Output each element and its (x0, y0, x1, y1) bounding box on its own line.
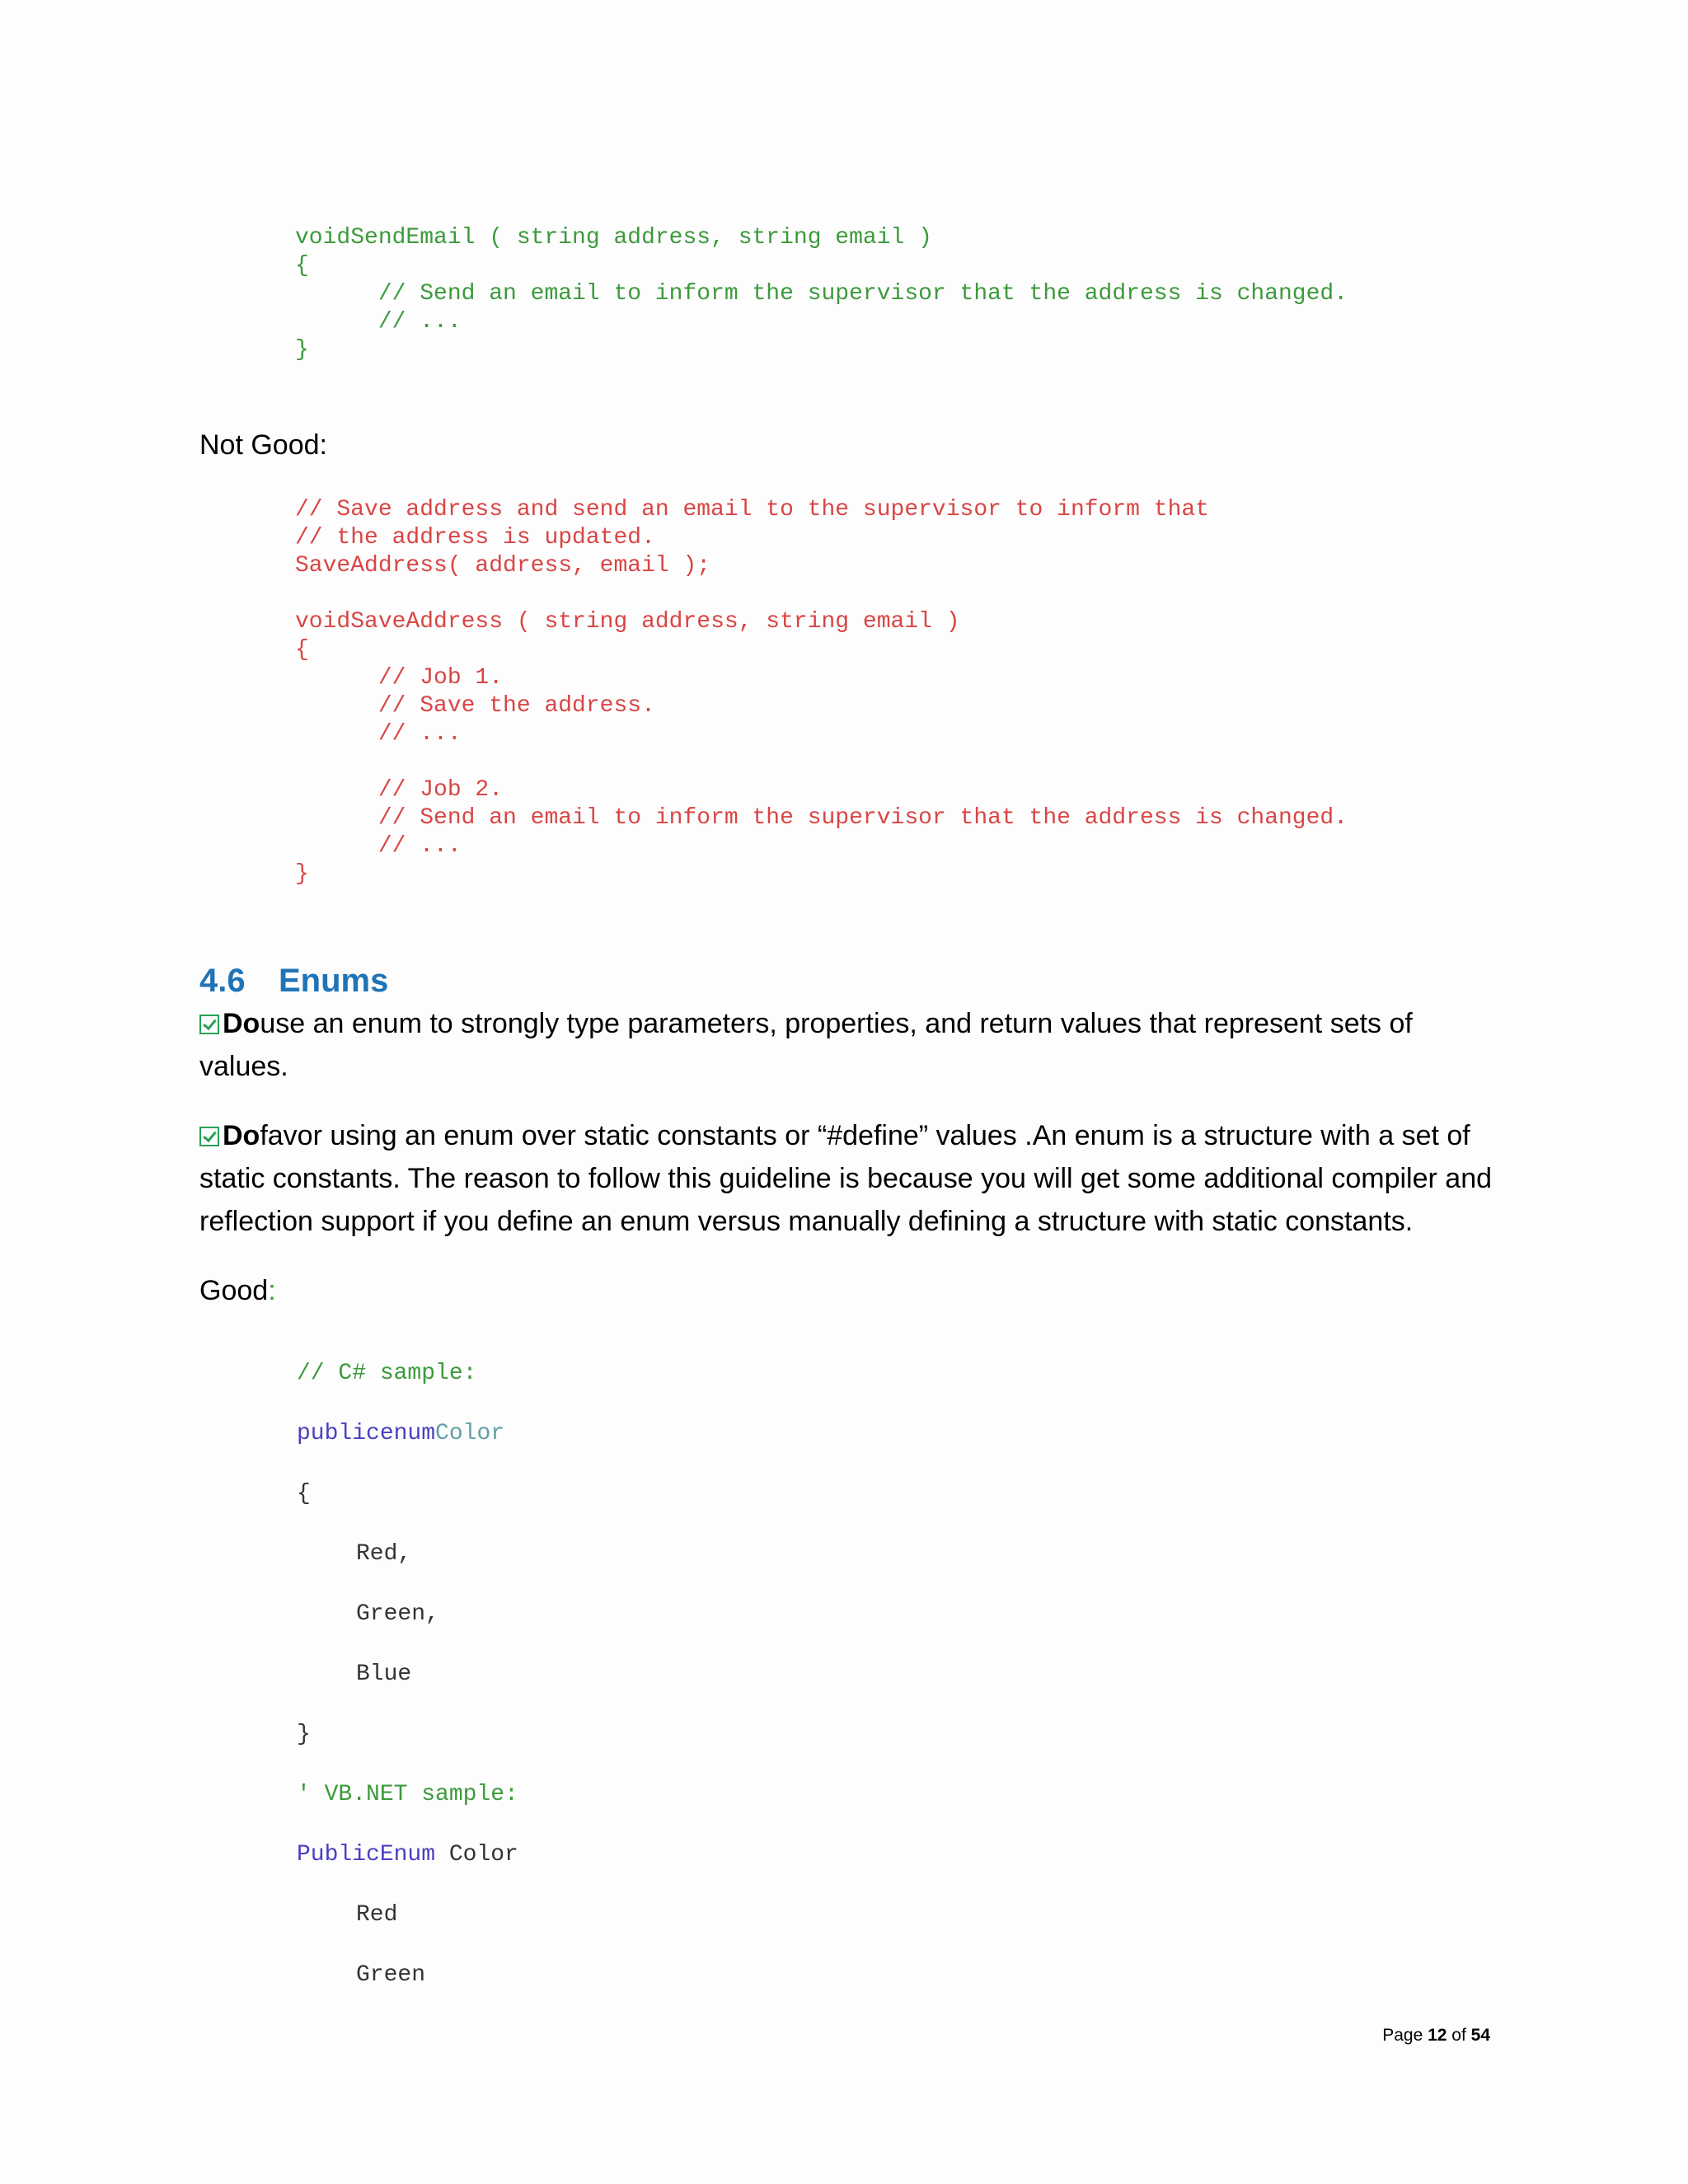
page-number: 12 (1428, 2026, 1447, 2045)
code-block-enum-sample (297, 1343, 518, 2005)
guideline-text: use an enum to strongly type parameters, properties, and return values that represent sets of values. (199, 1008, 1413, 1082)
code-line: } (295, 337, 309, 363)
checkbox-icon (199, 1127, 219, 1146)
type-name: Color (435, 1842, 518, 1868)
code-line: // ... (295, 309, 462, 335)
code-line: // Job 1. (295, 665, 504, 691)
code-line: // Send an email to inform the supervisor that the address is changed. (295, 281, 1348, 307)
good-label (199, 1269, 1502, 1312)
code-line: Red (356, 1902, 398, 1928)
code-line: Red, (356, 1541, 412, 1567)
code-line: // C# sample: (297, 1361, 477, 1386)
guideline-lead: Do (223, 1008, 260, 1039)
guideline-lead: Do (223, 1120, 260, 1151)
code-line: // Save the address. (295, 693, 655, 719)
code-line: voidSendEmail ( string address, string email ) (295, 225, 932, 251)
not-good-label: Not Good: (199, 429, 327, 461)
code-line: // ... (295, 833, 462, 859)
code-block-not-good (295, 496, 1348, 888)
code-line (297, 1825, 518, 1885)
code-line: ' VB.NET sample: (297, 1782, 518, 1807)
code-line: { (295, 637, 309, 663)
good-label-colon: : (268, 1275, 276, 1306)
page-word: Page (1382, 2026, 1428, 2045)
code-line: // Save address and send an email to the supervisor to inform that (295, 497, 1209, 523)
good-label-text: Good (199, 1275, 269, 1306)
code-line: Green (356, 1962, 426, 1988)
guideline-text: favor using an enum over static constants or “#define” values .An enum is a structure with a set of static constants. The reason to follow this guideline is because you will get some additional compiler and reflection support if you define an enum versus manually defining a structure with static constants. (199, 1120, 1493, 1237)
of-word: of (1447, 2026, 1471, 2045)
code-line: Blue (356, 1661, 412, 1687)
code-line: } (297, 1722, 311, 1747)
type-name: Color (435, 1421, 505, 1446)
code-line: SaveAddress( address, email ); (295, 553, 711, 579)
code-line: voidSaveAddress ( string address, string email ) (295, 609, 960, 635)
code-line: { (295, 253, 309, 279)
code-line: // ... (295, 721, 462, 747)
code-line (295, 580, 1348, 608)
checkbox-icon (199, 1015, 219, 1034)
page-total: 54 (1470, 2026, 1490, 2045)
keyword: enum (379, 1421, 436, 1446)
section-number: 4.6 (199, 963, 246, 999)
code-line: // the address is updated. (295, 525, 655, 551)
section-heading (199, 963, 388, 1000)
code-line: // Send an email to inform the supervisor that the address is changed. (295, 805, 1348, 831)
section-title: Enums (279, 963, 389, 999)
code-line: } (295, 861, 309, 887)
guideline-use-enum (199, 1002, 1502, 1088)
code-line (295, 748, 1348, 776)
keyword: PublicEnum (297, 1842, 436, 1868)
code-line: Green, (356, 1601, 439, 1627)
page-footer (1382, 2026, 1490, 2046)
code-line: // Job 2. (295, 777, 504, 803)
code-block-good-send-email (295, 224, 1348, 364)
guideline-favor-enum (199, 1114, 1502, 1243)
keyword: public (297, 1421, 380, 1446)
code-line (297, 1404, 518, 1464)
code-line: { (297, 1481, 311, 1507)
